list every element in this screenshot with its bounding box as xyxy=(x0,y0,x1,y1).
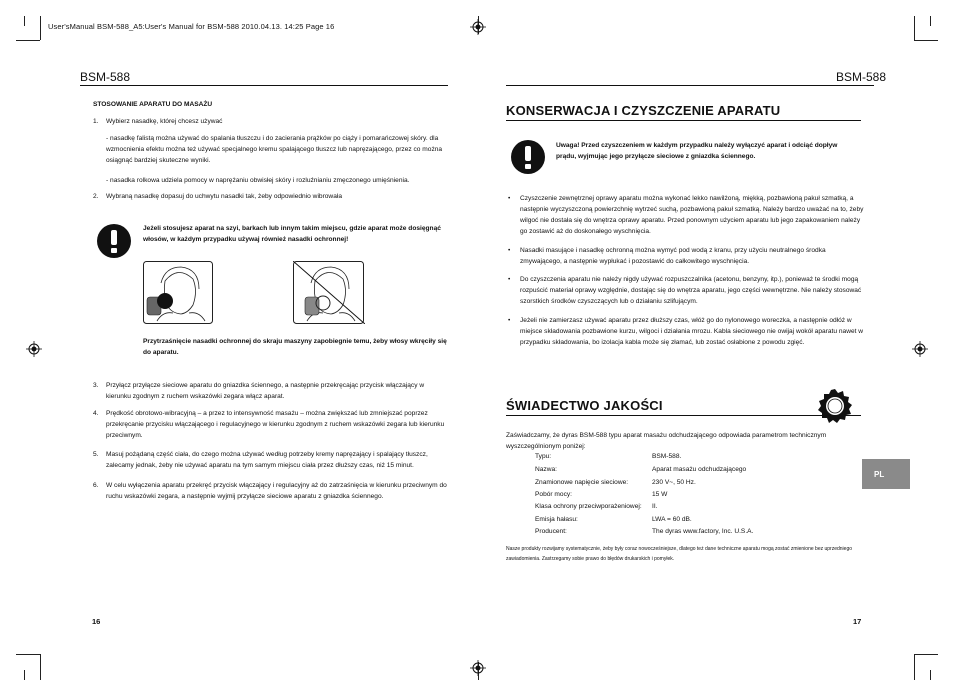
certificate-title-rule xyxy=(506,415,861,416)
spec-value: 230 V~, 50 Hz. xyxy=(652,479,696,486)
certificate-text: Zaświadczamy, że dyras BSM-588 typu aparat masażu odchudzającego odpowiada parametrom technicznym wyszczególnionym poniżej: xyxy=(506,432,827,450)
right-header-model: BSM-588 xyxy=(836,70,887,84)
footnote: Nasze produkty rozwijamy systematycznie, żeby były coraz nowocześniejsze, dlatego też dane techniczne aparatu mogą zostać zmienione bez uprzedniego zawiadomienia. Zastrzegamy sobie prawo do błędów drukarskich i pomyłek. xyxy=(506,546,853,562)
spec-value: 15 W xyxy=(652,491,668,498)
list-item: • Do czyszczenia aparatu nie należy nigdy używać rozpuszczalnika (acetonu, benzyny, itp.), ponieważ te środki mogą rozpuścić materiał oprawy względnie, dostając się do wnętrza aparatu, jego części wewnętrzne. Nie należy stosować szorstkich środków czyszczących lub o działaniu szlifującym. xyxy=(508,276,862,305)
step-6: 6. W celu wyłączenia aparatu przekręć przycisk włączający i regulacyjny aż do zatrzaśnięcia w kierunku przeciwnym do ruchu wskazówki zegara, a następnie wyjmij przyłącze sieciowe aparatu z gniazdka ściennego. xyxy=(93,482,447,500)
spec-value: The dyras www.factory, Inc. U.S.A. xyxy=(652,528,754,535)
spec-label: Pobór mocy: xyxy=(535,491,573,498)
spec-label: Znamionowe napięcie sieciowe: xyxy=(535,479,629,486)
step-1-note-a: - nasadkę falistą można używać do spalania tłuszczu i do zacierania prążków po ciąży i pomarańczowej skóry. dla wzmocnienia efektu można też używać specjalnego kremu spalającego tłuszcz lub napręzającego, przez co można osiągnąć bardziej skuteczne wyniki. xyxy=(106,135,443,164)
left-warning-1: Jeżeli stosujesz aparat na szyi, barkach lub innym takim miejscu, gdzie aparat może dosięgnąć włosów, w każdym przypadku używaj również nasadki ochronnej! xyxy=(143,225,441,243)
step-1: 1. Wybierz nasadkę, której chcesz używać xyxy=(93,118,223,125)
maintenance-warning: Uwaga! Przed czyszczeniem w każdym przypadku należy wyłączyć aparat i odciąć dopływ prądu, wyjmując jego przyłącze sieciowe z gniazdka ściennego. xyxy=(556,142,838,160)
spec-value: BSM-588. xyxy=(652,453,682,460)
language-tab: PL xyxy=(862,459,910,489)
left-page-number: 16 xyxy=(92,617,101,626)
quality-seal-icon xyxy=(816,388,854,426)
exclamation-icon xyxy=(97,224,131,258)
step-1-note-b: - nasadka rolkowa udziela pomocy w naprężaniu obwisłej skóry i rozluźnianiu zmęczonego umięśnienia. xyxy=(106,177,410,184)
spec-label: Klasa ochrony przeciwporażeniowej: xyxy=(535,503,642,510)
registration-mark-icon xyxy=(26,341,42,357)
step-2: 2. Wybraną nasadkę dopasuj do uchwytu nasadki tak, żeby odpowiednio wibrowała xyxy=(93,193,342,200)
step-5: 5. Masuj pożądaną część ciała, do czego można używać według potrzeby kremy napręzający i spalający tłuszcz, zalecamy jednak, żeby nie używać aparatu na tym samym miejscu ciała przez dłuższy czas, niż 15 minut. xyxy=(93,451,428,469)
list-item: • Czyszczenie zewnętrznej oprawy aparatu można wykonać lekko nawilżoną, miękką, pozbawioną pakuł szmatką, a następnie wyczyszczoną powierzchnię wytrzeć suchą, pozbawioną pakuł szmatką. Należy bardzo uważać na to, żeby wilgoć nie dostała się do wnętrza oprawy aparatu. Przed ponownym użyciem aparatu lub jego zapakowaniem należy go zostawić aż do doskonałego wyschnięcia. xyxy=(508,195,864,235)
maintenance-title-rule xyxy=(506,120,861,121)
spec-value: II. xyxy=(652,503,658,510)
left-warning-2: Przytrzaśnięcie nasadki ochronnej do skraju maszyny zapobiegnie temu, żeby włosy wkręciły się do aparatu. xyxy=(143,338,447,356)
left-header-rule xyxy=(80,85,448,86)
registration-mark-icon xyxy=(470,660,486,676)
spec-label: Nazwa: xyxy=(535,466,557,473)
maintenance-title: KONSERWACJA I CZYSZCZENIE APARATU xyxy=(506,103,781,118)
registration-mark-icon xyxy=(912,341,928,357)
right-header-rule xyxy=(506,85,874,86)
registration-mark-icon xyxy=(470,19,486,35)
certificate-title: ŚWIADECTWO JAKOŚCI xyxy=(506,398,663,413)
exclamation-icon xyxy=(511,140,545,174)
spec-value: LWA = 60 dB. xyxy=(652,516,692,523)
left-section-title: STOSOWANIE APARATU DO MASAŻU xyxy=(93,101,213,108)
left-header-model: BSM-588 xyxy=(80,70,131,84)
incorrect-usage-illustration xyxy=(293,261,365,324)
spec-label: Producent: xyxy=(535,528,567,535)
step-3: 3. Przyłącz przyłącze sieciowe aparatu do gniazdka ściennego, a następnie przekręcając przycisk włączający w kierunku zgodnym z ruchem wskazówki zegara włącz aparat. xyxy=(93,382,425,400)
spec-label: Typu: xyxy=(535,453,552,460)
step-4: 4. Prędkość obrotowo-wibracyjną – a przez to intensywność masażu – można zwiększać lub zmniejszać poprzez przekręcanie przycisku włączającego i regulacyjnego w kierunku zgodnym z ruchem wskazówki zegara lub kierunku przeciwnym. xyxy=(93,410,445,439)
right-page-number: 17 xyxy=(853,617,862,626)
spec-label: Emisja hałasu: xyxy=(535,516,578,523)
correct-usage-illustration xyxy=(143,261,213,324)
list-item: • Jeżeli nie zamierzasz używać aparatu przez dłuższy czas, włóż go do nylonowego woreczka, a następnie odłóż w miejsce składowania pozbawione kurzu, wilgoci i działania mrozu. Kabla sieciowego nie owijaj wokół aparatu nawet w przypadku składowania, bo izolacja kabla może się złamać, lub zostać osłabione z powodu zgięć. xyxy=(508,317,864,346)
print-slug: User'sManual BSM-588_A5:User's Manual for BSM-588 2010.04.13. 14:25 Page 16 xyxy=(48,22,335,31)
list-item: • Nasadki masujące i nasadkę ochronną można wymyć pod wodą z kranu, przy użyciu neutralnego środka zmywającego, a następnie wypłukać i pozostawić do całkowitego wyschnięcia. xyxy=(508,247,826,265)
spec-value: Aparat masażu odchudzającego xyxy=(652,466,747,473)
